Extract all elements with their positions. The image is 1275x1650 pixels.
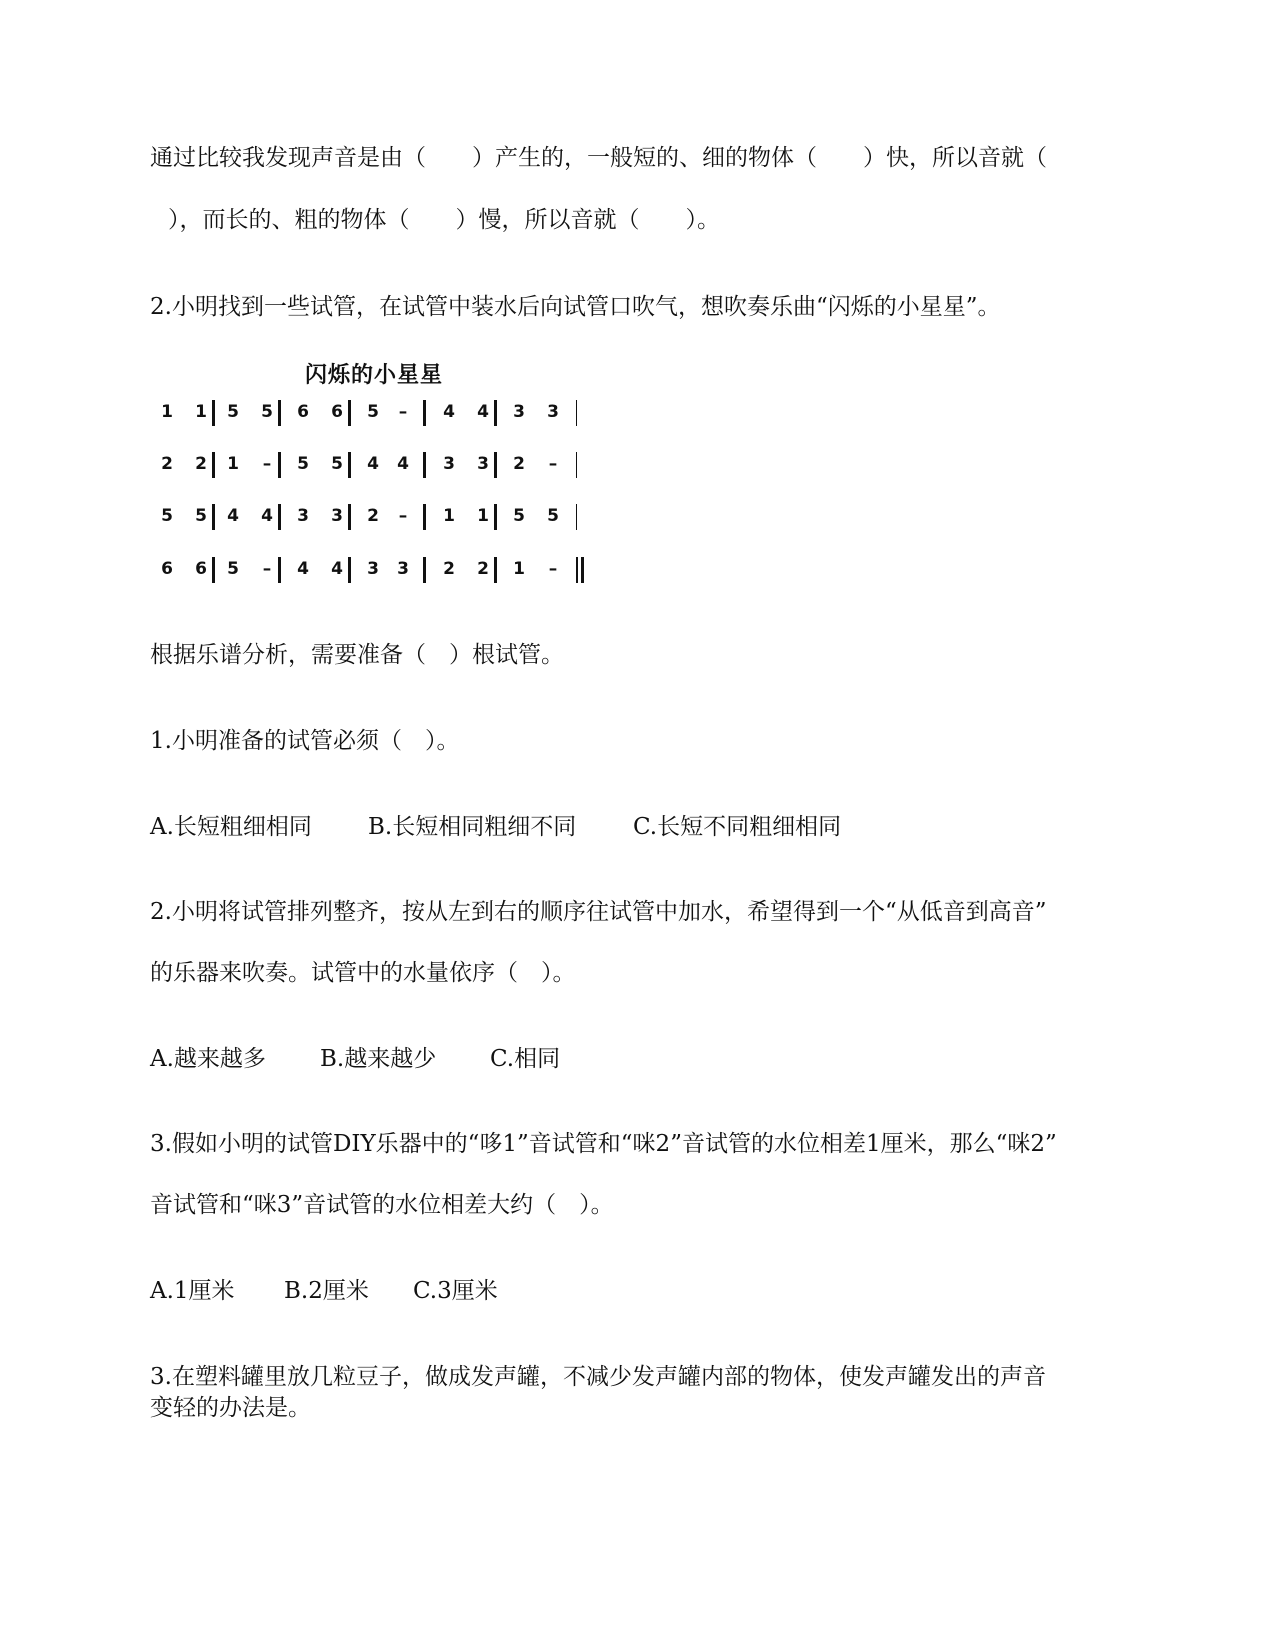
barline (278, 452, 281, 478)
sub-question-3-options (150, 1276, 498, 1306)
barline (423, 452, 426, 478)
score-note: 1 (161, 402, 173, 422)
sub-question-2-line: 的乐器来吹奏。试管中的水量依序（ ）。 (150, 960, 576, 986)
score-note: 5 (195, 506, 207, 526)
score-note: 1 (195, 402, 207, 422)
barline (494, 452, 497, 478)
question-text: 根据乐谱分析，需要准备（ ）根试管。 (150, 642, 564, 668)
score-row (160, 557, 620, 585)
barline (278, 557, 281, 583)
score-note: – (262, 454, 272, 474)
score-note: 3 (477, 454, 489, 474)
score-note: 2 (477, 559, 489, 579)
score-note: 5 (227, 402, 239, 422)
score-note: 5 (513, 506, 525, 526)
score-note: 5 (297, 454, 309, 474)
barline (348, 452, 351, 478)
sub-question-1-options (150, 812, 841, 842)
barline (423, 400, 426, 426)
question-3-line: 3.在塑料罐里放几粒豆子，做成发声罐，不减少发声罐内部的物体，使发声罐发出的声音 (150, 1364, 1046, 1390)
option-a: A.越来越多 (150, 1046, 266, 1072)
score-note: 2 (161, 454, 173, 474)
score-note: 3 (443, 454, 455, 474)
option-a: A.1厘米 (150, 1278, 235, 1304)
paragraph-line: 通过比较我发现声音是由（ ）产生的，一般短的、细的物体（ ）快，所以音就（ (150, 145, 1047, 171)
score-note: 1 (443, 506, 455, 526)
barline (576, 400, 577, 426)
score-note: 4 (331, 559, 343, 579)
score-note: 2 (443, 559, 455, 579)
option-a: A.长短粗细相同 (150, 814, 312, 840)
score-note: 3 (297, 506, 309, 526)
score-note: – (548, 559, 558, 579)
barline (212, 400, 215, 426)
score-note: 2 (195, 454, 207, 474)
score-note: – (262, 559, 272, 579)
score-title: 闪烁的小星星 (305, 363, 444, 388)
score-note: 3 (397, 559, 409, 579)
score-note: – (398, 402, 408, 422)
question-intro: 2.小明找到一些试管，在试管中装水后向试管口吹气，想吹奏乐曲“闪烁的小星星”。 (150, 294, 1001, 320)
score-note: – (548, 454, 558, 474)
barline (576, 504, 577, 530)
barline (348, 504, 351, 530)
option-c: C.3厘米 (413, 1278, 498, 1304)
score-note: 3 (367, 559, 379, 579)
score-note: 5 (261, 402, 273, 422)
score-note: – (398, 506, 408, 526)
score-note: 3 (547, 402, 559, 422)
question-3-line: 变轻的办法是。 (150, 1395, 311, 1421)
score-note: 4 (397, 454, 409, 474)
score-note: 4 (443, 402, 455, 422)
score-row (160, 452, 620, 480)
score-note: 6 (195, 559, 207, 579)
score-note: 3 (331, 506, 343, 526)
music-score-image (160, 358, 620, 608)
score-note: 4 (297, 559, 309, 579)
barline (212, 504, 215, 530)
final-barline (581, 557, 584, 583)
score-note: 1 (227, 454, 239, 474)
sub-question-3-line: 3.假如小明的试管DIY乐器中的“哆1”音试管和“咪2”音试管的水位相差1厘米，那么“咪2” (150, 1131, 1057, 1157)
score-note: 2 (367, 506, 379, 526)
barline (212, 557, 215, 583)
option-b: B.长短相同粗细不同 (368, 814, 577, 840)
option-b: B.2厘米 (284, 1278, 369, 1304)
score-note: 5 (331, 454, 343, 474)
barline (348, 557, 351, 583)
score-note: 1 (513, 559, 525, 579)
paragraph-line: ），而长的、粗的物体（ ）慢，所以音就（ ）。 (168, 207, 720, 233)
final-barline (576, 557, 578, 583)
score-note: 5 (367, 402, 379, 422)
barline (278, 400, 281, 426)
sub-question-1: 1.小明准备的试管必须（ ）。 (150, 728, 460, 754)
barline (212, 452, 215, 478)
score-row (160, 400, 620, 428)
barline (423, 504, 426, 530)
barline (348, 400, 351, 426)
barline (494, 504, 497, 530)
option-c: C.长短不同粗细相同 (633, 814, 842, 840)
option-c: C.相同 (490, 1046, 561, 1072)
score-note: 6 (297, 402, 309, 422)
score-note: 5 (161, 506, 173, 526)
score-note: 1 (477, 506, 489, 526)
score-note: 6 (331, 402, 343, 422)
score-note: 4 (477, 402, 489, 422)
barline (494, 557, 497, 583)
score-note: 5 (547, 506, 559, 526)
score-note: 4 (227, 506, 239, 526)
sub-question-2-line: 2.小明将试管排列整齐，按从左到右的顺序往试管中加水，希望得到一个“从低音到高音” (150, 899, 1047, 925)
score-note: 6 (161, 559, 173, 579)
barline (423, 557, 426, 583)
score-note: 5 (227, 559, 239, 579)
barline (576, 452, 577, 478)
score-note: 4 (261, 506, 273, 526)
score-note: 2 (513, 454, 525, 474)
score-row (160, 504, 620, 532)
score-note: 4 (367, 454, 379, 474)
score-note: 3 (513, 402, 525, 422)
option-b: B.越来越少 (320, 1046, 437, 1072)
barline (494, 400, 497, 426)
barline (278, 504, 281, 530)
sub-question-2-options (150, 1044, 560, 1074)
sub-question-3-line: 音试管和“咪3”音试管的水位相差大约（ ）。 (150, 1192, 614, 1218)
